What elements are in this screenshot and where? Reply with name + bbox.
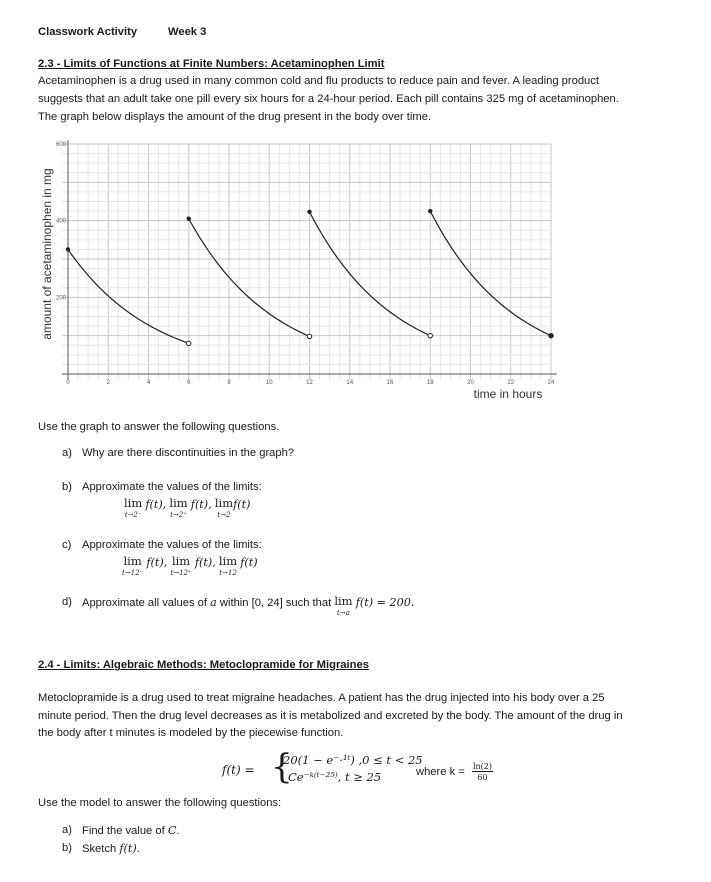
question-d-text: Approximate all values of a within [0, 24] such that lim t→a f(t) = 200. xyxy=(82,594,415,617)
question-c-limits: lim t→12⁻ f(t), lim t→12⁺ f(t), lim t→12 f(t) xyxy=(122,554,258,577)
x-tick-label: 20 xyxy=(467,380,474,386)
x-tick-label: 12 xyxy=(306,380,313,386)
limit-expression: lim t→2⁻ xyxy=(124,496,143,519)
section1-heading: 2.3 - Limits of Functions at Finite Numbers: Acetaminophen Limit xyxy=(38,58,385,70)
closed-endpoint xyxy=(66,247,70,251)
section2-line: minute period. Then the drug level decreases as it is metabolized and excreted by the body. The amount of the drug in xyxy=(38,710,623,722)
open-endpoint xyxy=(428,333,432,337)
section1-line: The graph below displays the amount of the drug present in the body over time. xyxy=(38,111,432,123)
closed-endpoint xyxy=(187,217,191,221)
piecewise-formula: f(t) = { 20(1 − e⁻·¹ᵗ) ,0 ≤ t < 25 Ce⁻ᵏ⁽ᵗ⁻²⁵⁾, t ≥ 25 where k = $\frac{\ln(2)}{60}$ xyxy=(222,747,492,787)
question-a-label: a) xyxy=(62,447,72,459)
closed-endpoint xyxy=(549,333,553,337)
y-tick-label: 200 xyxy=(55,295,66,302)
x-tick-label: 14 xyxy=(346,380,354,386)
closed-endpoint xyxy=(428,209,432,213)
limit-expression: lim t→12 xyxy=(218,554,238,577)
x-tick-label: 8 xyxy=(227,380,231,386)
question-b-text: Approximate the values of the limits: xyxy=(82,481,262,493)
open-endpoint xyxy=(187,341,191,345)
questions-intro: Use the graph to answer the following questions. xyxy=(38,421,280,433)
limit-expression: lim t→12⁻ xyxy=(122,554,144,577)
question-a-text: Why are there discontinuities in the graph? xyxy=(82,447,295,459)
section2-line: the body after t minutes is modeled by the piecewise function. xyxy=(38,727,344,739)
question-b-limits: lim t→2⁻ f(t), lim t→2⁺ f(t), lim t→2 f(t) xyxy=(124,496,251,519)
question2-a-label: a) xyxy=(62,824,72,836)
week-label: Week 3 xyxy=(168,26,207,38)
section2-line: Metoclopramide is a drug used to treat migraine headaches. A patient has the drug injected into his body over a 25 xyxy=(38,692,605,704)
section1-line: suggests that an adult take one pill every six hours for a 24-hour period. Each pill contains 325 mg of acetaminophen. xyxy=(38,93,619,105)
x-tick-label: 10 xyxy=(265,380,273,386)
limit-expression: lim t→2⁺ xyxy=(169,496,188,519)
x-tick-label: 18 xyxy=(426,380,434,386)
x-tick-label: 0 xyxy=(66,380,70,386)
section1-line: Acetaminophen is a drug used in many common cold and flu products to reduce pain and fever. A leading product xyxy=(38,75,599,87)
question-b-label: b) xyxy=(62,481,72,493)
chart-x-axis-label: time in hours xyxy=(473,387,543,401)
x-tick-label: 24 xyxy=(547,380,555,386)
closed-endpoint xyxy=(307,210,311,214)
activity-title: Classwork Activity xyxy=(38,26,138,38)
limit-expression: lim t→12⁺ xyxy=(170,554,192,577)
x-tick-label: 6 xyxy=(187,380,191,386)
question2-a-text: Find the value of C. xyxy=(82,824,180,837)
x-tick-label: 16 xyxy=(386,380,394,386)
acetaminophen-chart xyxy=(38,136,568,408)
x-tick-label: 4 xyxy=(146,380,151,386)
limit-expression: lim t→a xyxy=(334,594,353,617)
x-tick-label: 2 xyxy=(106,380,110,386)
open-endpoint xyxy=(307,334,311,338)
section2-heading: 2.4 - Limits: Algebraic Methods: Metoclopramide for Migraines xyxy=(38,659,369,671)
question-c-text: Approximate the values of the limits: xyxy=(82,539,262,551)
question2-b-text: Sketch f(t). xyxy=(82,842,140,855)
question2-b-label: b) xyxy=(62,842,72,854)
y-tick-label: 600 xyxy=(55,142,66,148)
questions2-intro: Use the model to answer the following questions: xyxy=(38,797,282,809)
chart-grid xyxy=(62,144,551,380)
question-c-label: c) xyxy=(62,539,72,551)
chart-y-axis-label: amount of acetaminophen in mg xyxy=(40,168,54,340)
limit-expression: lim t→2 xyxy=(214,496,234,519)
y-tick-label: 400 xyxy=(55,218,66,225)
x-tick-label: 22 xyxy=(507,380,515,386)
question-d-label: d) xyxy=(62,596,72,608)
